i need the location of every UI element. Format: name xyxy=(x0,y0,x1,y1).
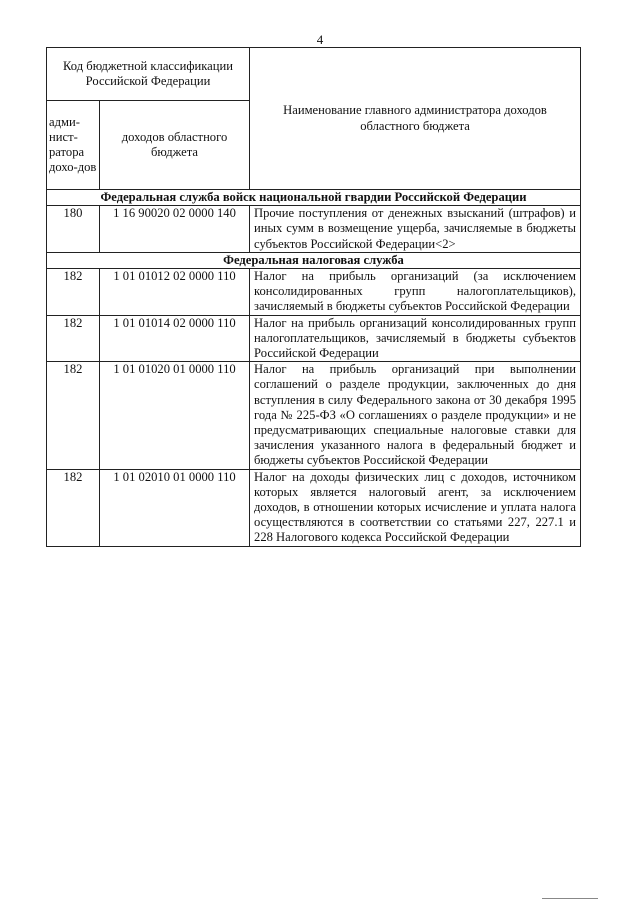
administrator-name-header: Наименование главного администратора доходов областного бюджета xyxy=(250,48,581,190)
admin-code-cell: 182 xyxy=(47,269,100,316)
budget-code-cell: 1 16 90020 02 0000 140 xyxy=(100,206,250,253)
admin-code-cell: 182 xyxy=(47,469,100,546)
income-name-cell: Прочие поступления от денежных взысканий (штрафов) и иных сумм в возмещение ущерба, зачисляемые в бюджеты субъектов Российской Федерации<2> xyxy=(250,206,581,253)
classification-code-header: Код бюджетной классификации Российской Федерации xyxy=(47,48,250,101)
income-name-cell: Налог на доходы физических лиц с доходов, источником которых является налоговый агент, за исключением доходов, в отношении которых исчисление и уплата налога осуществляются в соответствии со статьями 227, 227.1 и 228 Налогового кодекса Российской Федерации xyxy=(250,469,581,546)
section-title: Федеральная служба войск национальной гвардии Российской Федерации xyxy=(47,190,581,206)
table-row xyxy=(47,269,581,316)
income-name-cell: Налог на прибыль организаций консолидированных групп налогоплательщиков, зачисляемый в бюджеты субъектов Российской Федерации xyxy=(250,315,581,362)
admin-code-cell: 182 xyxy=(47,315,100,362)
table-header-row-1 xyxy=(47,48,581,101)
table-row xyxy=(47,469,581,546)
section-title: Федеральная налоговая служба xyxy=(47,252,581,268)
budget-code-cell: 1 01 01012 02 0000 110 xyxy=(100,269,250,316)
budget-code-cell: 1 01 02010 01 0000 110 xyxy=(100,469,250,546)
scan-artifact-line xyxy=(542,898,598,899)
table-row xyxy=(47,362,581,469)
administrator-code-header: адми-нист-ратора дохо-дов xyxy=(47,101,100,190)
budget-code-cell: 1 01 01014 02 0000 110 xyxy=(100,315,250,362)
budget-code-cell: 1 01 01020 01 0000 110 xyxy=(100,362,250,469)
income-name-cell: Налог на прибыль организаций при выполнении соглашений о разделе продукции, заключенных до дня вступления в силу Федерального закона от 30 декабря 1995 года № 225-ФЗ «О соглашениях о разделе продукции» и не предусматривающих специальные налоговые ставки для зачисления указанного налога в федеральный бюджет и бюджеты субъектов Российской Федерации xyxy=(250,362,581,469)
budget-administrators-table xyxy=(46,47,581,547)
section-row xyxy=(47,190,581,206)
section-row xyxy=(47,252,581,268)
admin-code-cell: 182 xyxy=(47,362,100,469)
income-code-header: доходов областного бюджета xyxy=(100,101,250,190)
page-number: 4 xyxy=(316,32,324,47)
income-name-cell: Налог на прибыль организаций (за исключением консолидированных групп налогоплательщиков), зачисляемый в бюджеты субъектов Российской Федерации xyxy=(250,269,581,316)
admin-code-cell: 180 xyxy=(47,206,100,253)
table-row xyxy=(47,206,581,253)
table-row xyxy=(47,315,581,362)
